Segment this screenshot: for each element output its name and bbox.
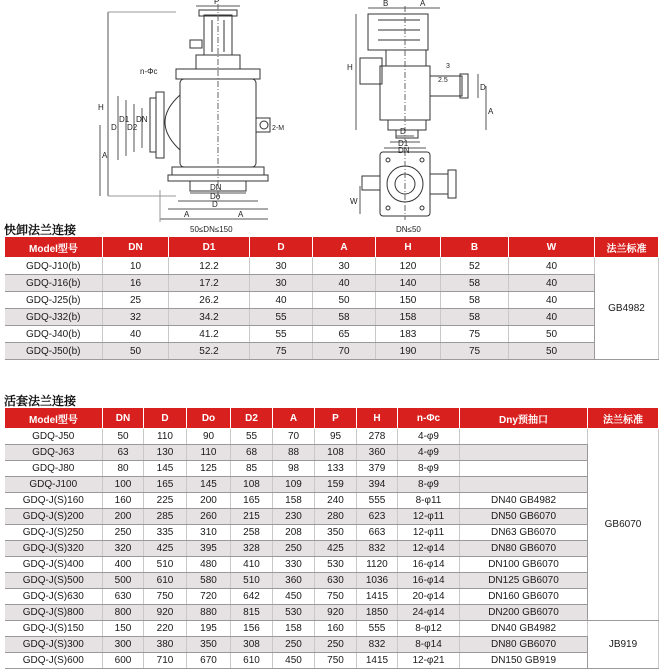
table-cell: 250: [315, 637, 357, 653]
table-cell: 40: [509, 292, 595, 309]
table-cell: 510: [144, 557, 187, 573]
table-cell: 12-φ21: [398, 653, 460, 669]
dim-label-W: W: [350, 197, 358, 206]
dim-label-DN-plan: DN: [398, 146, 410, 155]
table-cell: 800: [103, 605, 144, 621]
table-cell: 165: [144, 477, 187, 493]
table-cell: 50: [509, 326, 595, 343]
table-cell: DN50 GB6070: [460, 509, 588, 525]
table1-header: A: [313, 237, 376, 258]
table-row: [5, 509, 659, 525]
table-cell: 40: [509, 275, 595, 292]
table-cell: 16-φ14: [398, 573, 460, 589]
table-cell: 600: [103, 653, 144, 669]
dim-label-A-left: A: [184, 210, 190, 219]
table-cell: 555: [357, 621, 398, 637]
table-cell: 425: [144, 541, 187, 557]
table2-header: 法兰标准: [588, 408, 659, 429]
table-cell: 30: [250, 258, 313, 275]
table-cell: 190: [376, 343, 441, 360]
table-cell: 17.2: [169, 275, 250, 292]
table-cell: GDQ-J(S)400: [5, 557, 103, 573]
table-cell: 379: [357, 461, 398, 477]
table1-header: D: [250, 237, 313, 258]
table-cell: 16-φ14: [398, 557, 460, 573]
dim-label-nphic: n-Φc: [140, 67, 158, 76]
table2-title: 活套法兰连接: [4, 394, 77, 408]
flange-standard-cell: JB919: [588, 621, 659, 669]
table1-header: D1: [169, 237, 250, 258]
flange-standard-cell: GB6070: [588, 429, 659, 621]
table-cell: 750: [315, 653, 357, 669]
table2-header: H: [357, 408, 398, 429]
dim-label-D1: D1: [119, 115, 130, 124]
table-cell: 16: [103, 275, 169, 292]
table1-header: H: [376, 237, 441, 258]
table-cell: 70: [273, 429, 315, 445]
table-cell: 1850: [357, 605, 398, 621]
table-cell: 160: [315, 621, 357, 637]
table-cell: 30: [313, 258, 376, 275]
table-cell: GDQ-J16(b): [5, 275, 103, 292]
table-cell: 55: [250, 326, 313, 343]
table-row: [5, 621, 659, 637]
table-cell: 200: [103, 509, 144, 525]
table-cell: 710: [144, 653, 187, 669]
table-cell: 8-φ9: [398, 477, 460, 493]
table-cell: 158: [273, 621, 315, 637]
table-cell: 320: [103, 541, 144, 557]
loose-flange-table: [4, 408, 659, 669]
table2-header: Model型号: [5, 408, 103, 429]
table-cell: GDQ-J(S)300: [5, 637, 103, 653]
table-cell: DN80 GB6070: [460, 541, 588, 557]
table-cell: 150: [376, 292, 441, 309]
table-cell: 200: [187, 493, 231, 509]
table-cell: 90: [187, 429, 231, 445]
dim-label-D2: D2: [127, 123, 138, 132]
table-cell: 12.2: [169, 258, 250, 275]
table-cell: [460, 477, 588, 493]
table-cell: GDQ-J25(b): [5, 292, 103, 309]
table2-header: D2: [231, 408, 273, 429]
table-cell: 12-φ14: [398, 541, 460, 557]
table-cell: 108: [315, 445, 357, 461]
table-cell: 100: [103, 477, 144, 493]
table2-header: Dny预抽口: [460, 408, 588, 429]
table-cell: 630: [103, 589, 144, 605]
table-cell: GDQ-J32(b): [5, 309, 103, 326]
table-cell: 395: [187, 541, 231, 557]
table-cell: 1415: [357, 589, 398, 605]
table-cell: 12-φ11: [398, 525, 460, 541]
table-cell: 330: [273, 557, 315, 573]
table-cell: DN100 GB6070: [460, 557, 588, 573]
table-cell: 394: [357, 477, 398, 493]
table-cell: 68: [231, 445, 273, 461]
table-cell: 40: [103, 326, 169, 343]
table1-header: Model型号: [5, 237, 103, 258]
table-cell: GDQ-J100: [5, 477, 103, 493]
table-row: [5, 557, 659, 573]
table-cell: 920: [144, 605, 187, 621]
table-row: [5, 429, 659, 445]
table1-header: B: [441, 237, 509, 258]
table-cell: 159: [315, 477, 357, 493]
table-cell: 8-φ9: [398, 461, 460, 477]
table-cell: 610: [231, 653, 273, 669]
table-cell: 41.2: [169, 326, 250, 343]
table-cell: 50: [509, 343, 595, 360]
table-cell: 65: [313, 326, 376, 343]
table-cell: 260: [187, 509, 231, 525]
table-cell: 75: [441, 326, 509, 343]
table-cell: 26.2: [169, 292, 250, 309]
table-cell: [460, 429, 588, 445]
table-cell: DN63 GB6070: [460, 525, 588, 541]
dim-label-D-plan: D: [400, 127, 406, 136]
table-cell: 80: [103, 461, 144, 477]
table-cell: 663: [357, 525, 398, 541]
table-row: [5, 589, 659, 605]
table1-title: 快卸法兰连接: [4, 223, 77, 237]
table-cell: [460, 445, 588, 461]
table-cell: 285: [144, 509, 187, 525]
table-cell: 310: [187, 525, 231, 541]
table-cell: 815: [231, 605, 273, 621]
table-cell: GDQ-J(S)150: [5, 621, 103, 637]
table-cell: 52: [441, 258, 509, 275]
table-cell: 50: [103, 429, 144, 445]
technical-drawings: [0, 0, 660, 237]
table-cell: 250: [273, 541, 315, 557]
dim-label-P: P: [214, 0, 220, 6]
dim-label-D-bottom: D: [212, 200, 218, 209]
table-cell: GDQ-J40(b): [5, 326, 103, 343]
table-cell: 156: [231, 621, 273, 637]
table-cell: 920: [315, 605, 357, 621]
table-cell: 95: [315, 429, 357, 445]
table-cell: 230: [273, 509, 315, 525]
dim-label-DN-bottom: DN: [210, 183, 222, 192]
table-cell: 400: [103, 557, 144, 573]
table-cell: 610: [144, 573, 187, 589]
table1-header-row: [5, 237, 659, 258]
table-cell: 335: [144, 525, 187, 541]
table-cell: 4-φ9: [398, 445, 460, 461]
table-cell: [460, 461, 588, 477]
quick-flange-table: [4, 237, 659, 360]
table-cell: 250: [273, 637, 315, 653]
dim-label-H-right: H: [347, 63, 353, 72]
table-cell: GDQ-J(S)800: [5, 605, 103, 621]
table2-header: Do: [187, 408, 231, 429]
table-cell: 183: [376, 326, 441, 343]
table-cell: 1036: [357, 573, 398, 589]
table-cell: 450: [273, 589, 315, 605]
table-cell: 130: [144, 445, 187, 461]
dim-label-D-right: D: [480, 83, 486, 92]
table-cell: 8-φ14: [398, 637, 460, 653]
table1-header: DN: [103, 237, 169, 258]
table-cell: 85: [231, 461, 273, 477]
table-cell: 380: [144, 637, 187, 653]
dim-label-A-vertical: A: [102, 151, 108, 160]
table-row: [5, 343, 659, 360]
table-cell: GDQ-J(S)160: [5, 493, 103, 509]
table-row: [5, 477, 659, 493]
table-cell: 480: [187, 557, 231, 573]
dim-label-A-top: A: [420, 0, 426, 8]
table-cell: 55: [231, 429, 273, 445]
valve-drawings-svg: [0, 0, 660, 237]
table-row: [5, 258, 659, 275]
table-cell: 278: [357, 429, 398, 445]
table-cell: 8-φ11: [398, 493, 460, 509]
table-cell: 308: [231, 637, 273, 653]
table-cell: 328: [231, 541, 273, 557]
table-row: [5, 309, 659, 326]
table-cell: 555: [357, 493, 398, 509]
table-cell: 300: [103, 637, 144, 653]
table-row: [5, 605, 659, 621]
table-cell: 40: [509, 258, 595, 275]
dim-label-H: H: [98, 103, 104, 112]
table-cell: 530: [315, 557, 357, 573]
dim-label-A-right: A: [238, 210, 244, 219]
dim-label-3: 3: [446, 63, 450, 70]
table-cell: 108: [231, 477, 273, 493]
table2-header: n-Φc: [398, 408, 460, 429]
table-cell: 160: [103, 493, 144, 509]
table-cell: 24-φ14: [398, 605, 460, 621]
table-cell: 580: [187, 573, 231, 589]
table-cell: 75: [441, 343, 509, 360]
table-cell: GDQ-J(S)200: [5, 509, 103, 525]
table-row: [5, 637, 659, 653]
table-cell: 258: [231, 525, 273, 541]
dim-label-D1-plan: D1: [398, 139, 409, 148]
table-row: [5, 275, 659, 292]
table-cell: 158: [376, 309, 441, 326]
table-cell: 40: [509, 309, 595, 326]
table-cell: DN150 GB919: [460, 653, 588, 669]
table-cell: 12-φ11: [398, 509, 460, 525]
caption-right-range: DN≤50: [396, 225, 421, 234]
table-cell: 880: [187, 605, 231, 621]
table-cell: 75: [250, 343, 313, 360]
table-cell: 30: [250, 275, 313, 292]
table-cell: 52.2: [169, 343, 250, 360]
table-cell: 145: [187, 477, 231, 493]
table-row: [5, 653, 659, 669]
table-cell: DN200 GB6070: [460, 605, 588, 621]
table-cell: 623: [357, 509, 398, 525]
table-row: [5, 461, 659, 477]
table-cell: 145: [144, 461, 187, 477]
dim-label-DN: DN: [136, 115, 148, 124]
table-cell: 250: [103, 525, 144, 541]
table-cell: 58: [441, 275, 509, 292]
left-fitting: [190, 40, 202, 48]
table-cell: 63: [103, 445, 144, 461]
table-cell: 58: [313, 309, 376, 326]
table-cell: 158: [273, 493, 315, 509]
table-cell: 670: [187, 653, 231, 669]
table-cell: 750: [315, 589, 357, 605]
table-cell: 150: [103, 621, 144, 637]
table-cell: 360: [357, 445, 398, 461]
table-cell: DN80 GB6070: [460, 637, 588, 653]
table-cell: 50: [313, 292, 376, 309]
table-cell: GDQ-J10(b): [5, 258, 103, 275]
caption-left-range: 50≤DN≤150: [190, 225, 233, 234]
table-cell: 55: [250, 309, 313, 326]
table-cell: 832: [357, 637, 398, 653]
dim-label-B: B: [383, 0, 389, 8]
table-cell: 500: [103, 573, 144, 589]
dim-label-A-right-view: A: [488, 107, 494, 116]
table2-header: D: [144, 408, 187, 429]
table-cell: 40: [313, 275, 376, 292]
table-cell: 510: [231, 573, 273, 589]
table-cell: 110: [187, 445, 231, 461]
table-cell: 1120: [357, 557, 398, 573]
table2-header: P: [315, 408, 357, 429]
dim-label-2M: 2-M: [272, 125, 285, 132]
table-cell: 350: [315, 525, 357, 541]
table-cell: GDQ-J(S)630: [5, 589, 103, 605]
table1-header: 法兰标准: [595, 237, 659, 258]
table-cell: 360: [273, 573, 315, 589]
table-cell: 240: [315, 493, 357, 509]
table-cell: 50: [103, 343, 169, 360]
table-cell: 109: [273, 477, 315, 493]
table2-header: DN: [103, 408, 144, 429]
table-cell: 220: [144, 621, 187, 637]
table-row: [5, 525, 659, 541]
table-cell: 140: [376, 275, 441, 292]
table-cell: 58: [441, 292, 509, 309]
table-cell: GDQ-J63: [5, 445, 103, 461]
table-cell: 25: [103, 292, 169, 309]
dim-label-2-5: 2.5: [438, 77, 448, 84]
table-cell: 642: [231, 589, 273, 605]
right-actuator: [368, 14, 428, 50]
table-row: [5, 292, 659, 309]
table-cell: 1415: [357, 653, 398, 669]
table-cell: 98: [273, 461, 315, 477]
table-cell: 165: [231, 493, 273, 509]
table-cell: GDQ-J(S)320: [5, 541, 103, 557]
table2-header-row: [5, 408, 659, 429]
table-cell: 120: [376, 258, 441, 275]
table-cell: 208: [273, 525, 315, 541]
table-cell: 70: [313, 343, 376, 360]
table-cell: DN40 GB4982: [460, 621, 588, 637]
table-cell: 215: [231, 509, 273, 525]
table-cell: 8-φ12: [398, 621, 460, 637]
table-cell: 88: [273, 445, 315, 461]
table-cell: 10: [103, 258, 169, 275]
table-cell: GDQ-J(S)250: [5, 525, 103, 541]
table-cell: GDQ-J80: [5, 461, 103, 477]
table-cell: GDQ-J(S)500: [5, 573, 103, 589]
table-cell: 58: [441, 309, 509, 326]
table-row: [5, 573, 659, 589]
table-cell: DN40 GB4982: [460, 493, 588, 509]
table2-header: A: [273, 408, 315, 429]
dim-label-Do: Do: [210, 192, 221, 201]
table-cell: 425: [315, 541, 357, 557]
table-cell: GDQ-J(S)600: [5, 653, 103, 669]
table-cell: 750: [144, 589, 187, 605]
table-cell: 4-φ9: [398, 429, 460, 445]
table-row: [5, 326, 659, 343]
table-cell: 125: [187, 461, 231, 477]
table-cell: DN125 GB6070: [460, 573, 588, 589]
table-cell: 32: [103, 309, 169, 326]
table-cell: 34.2: [169, 309, 250, 326]
table1-header: W: [509, 237, 595, 258]
table-cell: 133: [315, 461, 357, 477]
table-cell: 40: [250, 292, 313, 309]
table-cell: GDQ-J50(b): [5, 343, 103, 360]
table-cell: 832: [357, 541, 398, 557]
table-cell: 350: [187, 637, 231, 653]
table-cell: 720: [187, 589, 231, 605]
table-cell: 280: [315, 509, 357, 525]
left-side-port: [165, 95, 180, 150]
table-cell: 450: [273, 653, 315, 669]
table-row: [5, 541, 659, 557]
dim-label-D: D: [111, 123, 117, 132]
table-cell: 225: [144, 493, 187, 509]
table-cell: 630: [315, 573, 357, 589]
table-cell: 20-φ14: [398, 589, 460, 605]
table-cell: 110: [144, 429, 187, 445]
table-cell: 530: [273, 605, 315, 621]
table-cell: DN160 GB6070: [460, 589, 588, 605]
table-cell: GDQ-J50: [5, 429, 103, 445]
table-cell: 195: [187, 621, 231, 637]
flange-standard-cell: GB4982: [595, 258, 659, 360]
table-cell: 410: [231, 557, 273, 573]
table-row: [5, 493, 659, 509]
table-row: [5, 445, 659, 461]
